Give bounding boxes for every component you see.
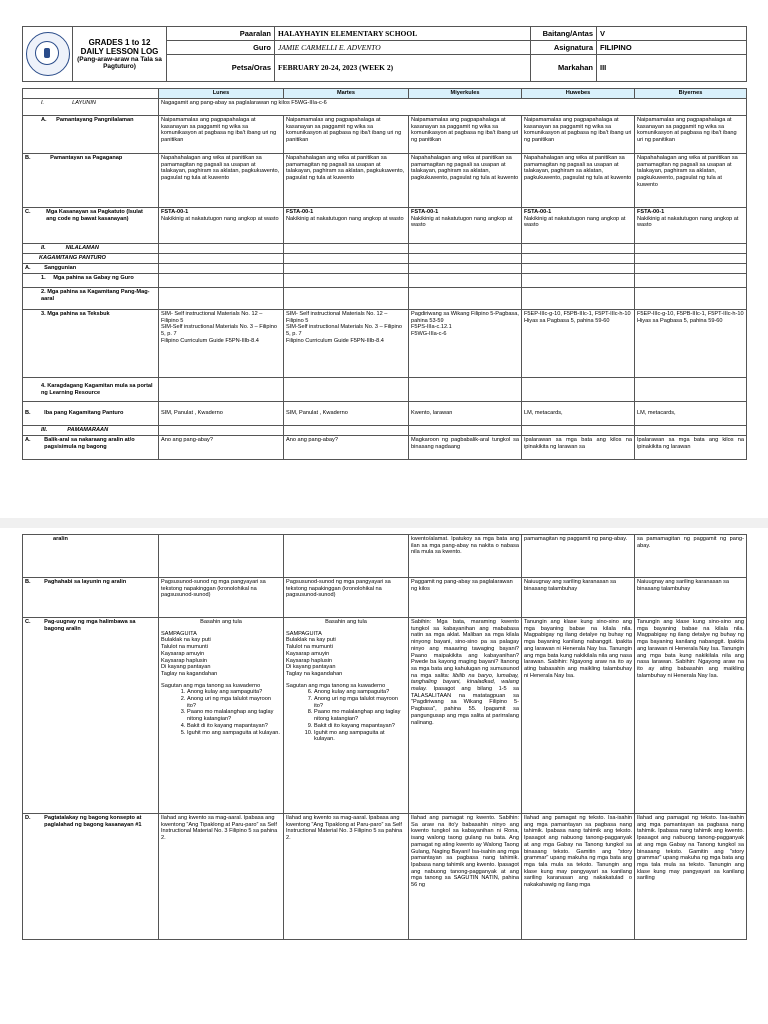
page-2: [0, 528, 768, 1024]
paghahabi-huwebes: Naiuugnay ang sariling karanasan sa binasang talambuhay: [522, 578, 635, 618]
iba-pang-kagamitan-label: B. Iba pang Kagamitang Panturo: [23, 402, 159, 426]
paaralan-value: HALAYHAYIN ELEMENTARY SCHOOL: [275, 27, 531, 41]
karagdagang-kagamitan-label: 4. Karagdagang Kagamitan mula sa portal ng Learning Resource: [23, 378, 159, 402]
day-lunes: Lunes: [159, 89, 284, 99]
sanggunian-label: A. Sanggunian: [23, 264, 159, 274]
teksbuk-label: 3. Mga pahina sa Teksbuk: [23, 310, 159, 378]
title-line-2: DAILY LESSON LOG: [80, 47, 159, 56]
aralin-cont-huwebes: pamamagitan ng paggamit ng pang-abay.: [522, 535, 635, 578]
aralin-label: aralin: [23, 535, 159, 578]
kasanayan-martes: FSTA-00-1 Nakikinig at nakatutugon nang angkop at wasto: [284, 208, 409, 244]
paghahabi-miyerkules: Paggamit ng pang-abay sa paglalarawan ng kilos: [409, 578, 522, 618]
kasanayan-biyernes: FSTA-00-1 Nakikinig at nakatutugon nang angkop at wasto: [635, 208, 747, 244]
pagtatalakay-miyerkules: Ilahad ang pamagat ng kwento. Sabihin: Sa araw na ito'y babasahin ninyo ang kwento tungkol sa kabayanihan ni Rona, isang walong taong gulang na bata. Ang pamagat ng ating kwento ay Walong Taong Gulang, Naging Bayani! Isa-isahin ang mga pamantayan sa pagbasa nang tahimik. Ipabasa nang tahimik ang kwento. Ipasagot ang nabuong tanong-pagganyak at ang mga tanong sa SAGUTIN NATIN, pahina 56 ng: [409, 814, 522, 940]
pagtatalakay-label: D. Pagtatalakay ng bagong konsepto at paglalahad ng bagong kasanayan #1: [23, 814, 159, 940]
poem-lunes: SAMPAGUITA Bulaklak na kay puti Talulot na mumunti Kaysarap amuyin Kaysarap haplusin Di kayang pantayan Taglay na kagandahan: [161, 630, 218, 677]
pagtatalakay-martes: Ilahad ang kwento sa mag-aaral. Ipabasa ang kwentong “Ang Tipaklong at Paru-paro” sa Self Instructional Material No. 3 Filipino 5 sa pahina 2.: [284, 814, 409, 940]
teksbuk-miyerkules: Pagdiriwang sa Wikang Filipino 5-Pagbasa, pahina 53-59 F5PS-IIIa-c.12.1 F5WG-IIIa-c-6: [409, 310, 522, 378]
gabay-guro-label: 1. Mga pahina sa Gabay ng Guro: [23, 274, 159, 288]
pangnilalaman-miyerkules: Naipamamalas ang pagpapahalaga at kasanayan sa paggamit ng wika sa komunikasyon at pagbasa ng iba't ibang uri ng panitikan: [409, 116, 522, 154]
aralin-cont-biyernes: sa pamamagitan ng paggamit ng pang-abay.: [635, 535, 747, 578]
pangnilalaman-martes: Naipamamalas ang pagpapahalaga at kasanayan sa paggamit ng wika sa komunikasyon at pagbasa ng iba't ibang uri ng panitikan: [284, 116, 409, 154]
title-subtitle: (Pang-araw-araw na Tala sa Pagtuturo): [77, 56, 162, 70]
pag-uugnay-biyernes: Tanungin ang klase kung sino-sino ang mga bayaning babae na kilala nila. Magpabigay ng ilang detalye ng buhay ng mga bayaning kanilang nabanggit. Ipakita ang larawan ni Henerala Nay Isa. Tanungin ang mga bata kung nakikilala nila ang nasa larawan. Sabihin: Ngayong araw na ito ay ating babasahin ang maikling talambuhay ni Henerala Nay Isa.: [635, 618, 747, 814]
pag-uugnay-martes: Basahin ang tula SAMPAGUITA Bulaklak na kay puti Talulot na mumunti Kaysarap amuyin Kaysarap haplusin Di kayang pantayan Taglay na kagandahan Sagutan ang mga tanong sa kuwaderno 6. Anong kulay ang sampaguita? 7. Anong uri ng mga talulot mayroon ito? 8. Paano mo malalanghap ang taglay nitong katangian? 9. Bakit di ito kayang mapantayan? 10. Iguhit mo ang sampaguita at kulayan.: [284, 618, 409, 814]
balik-huwebes: Ipalarawan sa mga bata ang kilos na ipinakikita ng larawan sa: [522, 436, 635, 460]
balik-lunes: Ano ang pang-abay?: [159, 436, 284, 460]
pagtatalakay-huwebes: Ilahad ang pamagat ng teksto. Isa-isahin ang mga pamantayan sa pagbasa nang tahimik. Ipabasa nang tahimik ang teksto. Ipasagot ang nabuong tanong-pagganyak at ang mga Gabay na Tanong tungkol sa binasang teksto. Gamitin ang "story grammar" upang makuha ng mga bata ang mga tala mula sa teksto. Tanungin ang klase kung may pangyayari sa kanilang sariling karanasan ang nakakatulad o nakakahawig ng ilang mga: [522, 814, 635, 940]
lesson-table-1: [22, 88, 747, 460]
pag-uugnay-huwebes: Tanungin ang klase kung sino-sino ang mga bayaning babae na kilala nila. Magpabigay ng ilang detalye ng buhay ng mga bayaning kanilang nabanggit. Ipakita ang larawan ni Henerala Nay Isa. Tanungin ang mga bata kung nakikilala nila ang nasa larawan. Sabihin: Ngayong araw na ito ay ating babasahin ang maikling talambuhay ni Henerala Nay Isa.: [522, 618, 635, 814]
guro-value: JAMIE CARMELLI E. ADVENTO: [275, 40, 531, 54]
asignatura-value: FILIPINO: [597, 40, 747, 54]
pagaganap-lunes: Napahahalagan ang wika at panitikan sa pamamagitan ng pagsali sa usapan at talakayan, paghiram sa aklatan, pagkukuwento, pagsulat ng tula at kuwento: [159, 154, 284, 208]
kagamitang-mag-aaral-label: 2. Mga pahina sa Kagamitang Pang-Mag-aaral: [23, 288, 159, 310]
pag-uugnay-miyerkules: Sabihin: Mga bata, maraming kwento tungkol sa kabayanihan ang mababasa natin sa mga aklat. Maliban sa mga kilala ninyong bayani, sino-sino pa sa palagay ninyo ang maaaring tawaging bayani? Paano maipakikita ang kabayanihan? Pwede ba kayong maging bayani? Itanong sa mga bata ang kahulugan ng sumusunod na mga salita: libilib na baryo, lumabay, tanghaling bayani, kinaladkad, walang malay. Ipasagot ang bilang 1-5 sa TALASALITAAN na matatagpuan sa "Pagdiriwang sa Wikang Filipino 5-Pagbasa", pahina 55. Ipagamit sa pangungusap ang mga salita at parirralang nalinang.: [409, 618, 522, 814]
baitang-label: Baitang/Antas: [531, 27, 597, 41]
pangnilalaman-lunes: Naipamamalas ang pagpapahalaga at kasanayan sa paggamit ng wika sa komunikasyon at pagbasa ng iba't ibang uri ng panitikan: [159, 116, 284, 154]
questions-martes: 6. Anong kulay ang sampaguita? 7. Anong uri ng mga talulot mayroon ito? 8. Paano mo malalanghap ang taglay nitong katangian? 9. Bakit di ito kayang mapantayan? 10. Iguhit mo ang sampaguita at kulayan.: [286, 689, 406, 743]
teksbuk-biyernes: F5EP-IIIc-g-10, F5PB-IIIc-1, F5PT-IIIc-h-10 Hiyas sa Pagbasa 5, pahina 59-60: [635, 310, 747, 378]
form-title: [73, 27, 167, 82]
pamantayang-pangnilalaman-label: A. Pamantayang Pangnilalaman: [23, 116, 159, 154]
iba-lunes: SIM, Panulat , Kwaderno: [159, 402, 284, 426]
baitang-value: V: [597, 27, 747, 41]
paaralan-label: Paaralan: [167, 27, 275, 41]
pamantayan-pagaganap-label: B. Pamantayan sa Pagaganap: [23, 154, 159, 208]
pangnilalaman-huwebes: Naipamamalas ang pagpapahalaga at kasanayan sa paggamit ng wika sa komunikasyon at pagbasa ng iba't ibang uri ng panitikan: [522, 116, 635, 154]
nilalaman-heading: II. NILALAMAN: [23, 244, 159, 254]
balik-martes: Ano ang pang-abay?: [284, 436, 409, 460]
asignatura-label: Asignatura: [531, 40, 597, 54]
kagamitang-panturo-heading: KAGAMITANG PANTURO: [23, 254, 159, 264]
iba-miyerkules: Kwento, larawan: [409, 402, 522, 426]
paghahabi-biyernes: Naiuugnay ang sariling karanasan sa binasang talambuhay: [635, 578, 747, 618]
day-martes: Martes: [284, 89, 409, 99]
kasanayan-lunes: FSTA-00-1 Nakikinig at nakatutugon nang angkop at wasto: [159, 208, 284, 244]
petsa-label: Petsa/Oras: [167, 54, 275, 82]
teksbuk-lunes: SIM- Self instructional Materials No. 12 – Filipino 5 SIM-Self instructional Materials No. 3 – Filipino 5, p. 7 Filipino Curriculum Guide F5PN-IIIb-8.4: [159, 310, 284, 378]
layunin-heading: I. LAYUNIN: [23, 99, 159, 116]
pagaganap-miyerkules: Napahahalagan ang wika at panitikan sa pamamagitan ng pagsali sa usapan at talakayan, paghiram sa aklatan, pagkukuwento, pagsulat ng tula at kuwento: [409, 154, 522, 208]
kasanayan-huwebes: FSTA-00-1 Nakikinig at nakatutugon nang angkop at wasto: [522, 208, 635, 244]
day-biyernes: Biyernes: [635, 89, 747, 99]
petsa-value: FEBRUARY 20-24, 2023 (WEEK 2): [275, 54, 531, 82]
kasanayan-label: C. Mga Kasanayan sa Pagkatuto (Isulat ang code ng bawat kasanayan): [23, 208, 159, 244]
pagtatalakay-lunes: Ilahad ang kwento sa mag-aaral. Ipabasa ang kwentong “Ang Tipaklong at Paru-paro” sa Self Instructional Material No. 3 Filipino 5 sa pahina 2.: [159, 814, 284, 940]
kasanayan-miyerkules: FSTA-00-1 Nakikinig at nakatutugon nang angkop at wasto: [409, 208, 522, 244]
page-gap: [0, 518, 768, 528]
iba-martes: SIM, Panulat , Kwaderno: [284, 402, 409, 426]
header-table: [22, 26, 747, 82]
iba-biyernes: LM, metacards,: [635, 402, 747, 426]
pag-uugnay-lunes: Basahin ang tula SAMPAGUITA Bulaklak na kay puti Talulot na mumunti Kaysarap amuyin Kaysarap haplusin Di kayang pantayan Taglay na kagandahan Sagutan ang mga tanong sa kuwaderno 1. Anong kulay ang sampaguita? 2. Anong uri ng mga talulot mayroon ito? 3. Paano mo malalanghap ang taglay nitong katangian? 4. Bakit di ito kayang mapantayan? 5. Iguhit mo ang sampaguita at kulayan.: [159, 618, 284, 814]
teksbuk-huwebes: F5EP-IIIc-g-10, F5PB-IIIc-1, F5PT-IIIc-h-10 Hiyas sa Pagbasa 5, pahina 59-60: [522, 310, 635, 378]
markahan-value: III: [597, 54, 747, 82]
balik-miyerkules: Magkaroon ng pagbabalik-aral tungkol sa binasang nagdaang: [409, 436, 522, 460]
pamamaraan-heading: III. PAMAMARAAN: [23, 426, 159, 436]
deped-seal: [23, 27, 73, 82]
guro-label: Guro: [167, 40, 275, 54]
paghahabi-martes: Pagsusunod-sunod ng mga pangyayari sa tekstong napakinggan (kronolohikal na pagsusunod-sunod): [284, 578, 409, 618]
paghahabi-label: B. Paghahabi sa layunin ng aralin: [23, 578, 159, 618]
layunin-value: Nagagamit ang pang-abay sa paglalarawan ng kilos F5WG-IIIa-c-6: [159, 99, 747, 116]
corner-cell: [23, 89, 159, 99]
title-line-1: GRADES 1 to 12: [88, 38, 151, 47]
teksbuk-martes: SIM- Self instructional Materials No. 12 – Filipino 5 SIM-Self instructional Materials No. 3 – Filipino 5, p. 7 Filipino Curriculum Guide F5PN-IIIb-8.4: [284, 310, 409, 378]
iba-huwebes: LM, metacards,: [522, 402, 635, 426]
pagaganap-martes: Napahahalagan ang wika at panitikan sa pamamagitan ng pagsali sa usapan at talakayan, paghiram sa aklatan, pagkukuwento, pagsulat ng tula at kuwento: [284, 154, 409, 208]
pagaganap-huwebes: Napahahalagan ang wika at panitikan sa pamamagitan ng pagsali sa usapan at talakayan, paghiram sa aklatan, pagkukuwento, pagsulat ng tula at kuwento: [522, 154, 635, 208]
paghahabi-lunes: Pagsusunod-sunod ng mga pangyayari sa tekstong napakinggan (kronolohikal na pagsusunod-sunod): [159, 578, 284, 618]
balik-aral-label: A. Balik-aral sa nakaraang aralin at/o pagsisimula ng bagong: [23, 436, 159, 460]
pangnilalaman-biyernes: Naipamamalas ang pagpapahalaga at kasanayan sa paggamit ng wika sa komunikasyon at pagbasa ng iba't ibang uri ng panitikan: [635, 116, 747, 154]
aralin-cont-miyerkules: kwento/alamat. Ipatukoy sa mga bata ang ilan sa mga pang-abay na nakita o nabasa nila mula sa kwento.: [409, 535, 522, 578]
day-huwebes: Huwebes: [522, 89, 635, 99]
questions-lunes: 1. Anong kulay ang sampaguita? 2. Anong uri ng mga talulot mayroon ito? 3. Paano mo malalanghap ang taglay nitong katangian? 4. Bakit di ito kayang mapantayan? 5. Iguhit mo ang sampaguita at kulayan.: [161, 689, 281, 736]
pagtatalakay-biyernes: Ilahad ang pamagat ng teksto. Isa-isahin ang mga pamantayan sa pagbasa nang tahimik. Ipabasa nang tahimik ang kwento. Ipasagot ang nabuong tanong-pagganyak at ang mga Gabay na Tanong tungkol sa binasang teksto. Gamitin ang "story grammar" upang makuha ng mga bata ang mga tala mula sa teksto. Tanungin ang klase kung may pangyayari sa kanilang sariling: [635, 814, 747, 940]
balik-biyernes: Ipalarawan sa mga bata ang kilos na ipinakikita ng larawan: [635, 436, 747, 460]
pagaganap-biyernes: Napahahalagan ang wika at panitikan sa pamamagitan ng pagsali sa usapan at talakayan, paghiram sa aklatan, pagkukuwento, pagsulat ng tula at kuwento: [635, 154, 747, 208]
lesson-table-2: [22, 534, 747, 940]
poem-martes: SAMPAGUITA Bulaklak na kay puti Talulot na mumunti Kaysarap amuyin Kaysarap haplusin Di kayang pantayan Taglay na kagandahan: [286, 630, 343, 677]
pag-uugnay-label: C. Pag-uugnay ng mga halimbawa sa bagong aralin: [23, 618, 159, 814]
day-miyerkules: Miyerkules: [409, 89, 522, 99]
markahan-label: Markahan: [531, 54, 597, 82]
